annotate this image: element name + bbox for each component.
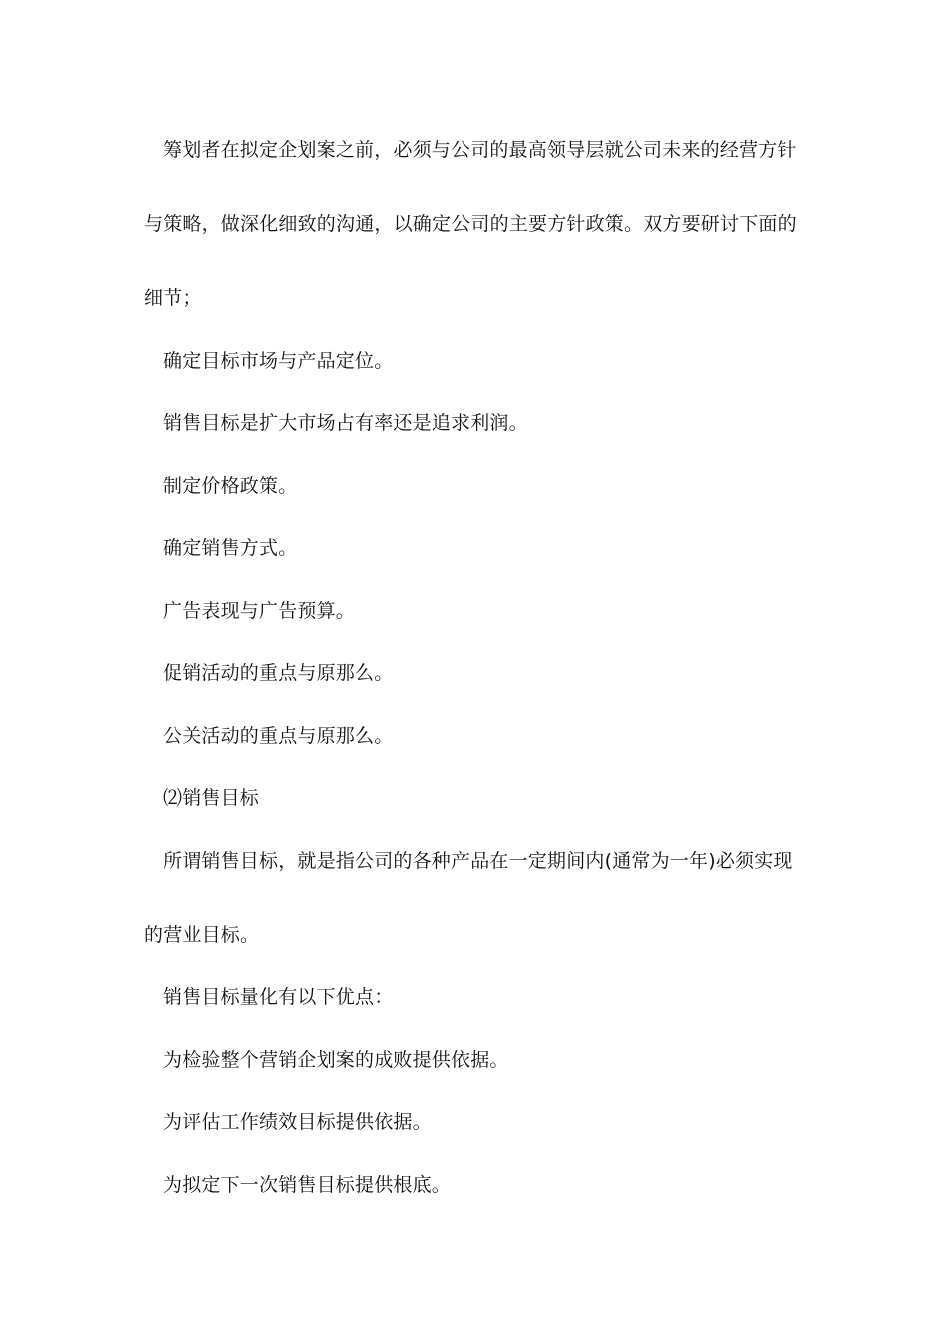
section-heading: ⑵销售目标 <box>163 787 260 809</box>
paragraph-line: 所谓销售目标，就是指公司的各种产品在一定期间内(通常为一年)必须实现 <box>163 850 793 872</box>
paragraph-line: 销售目标量化有以下优点： <box>163 986 394 1008</box>
list-item: 确定目标市场与产品定位。 <box>163 350 394 372</box>
list-item: 公关活动的重点与原那么。 <box>163 725 394 747</box>
paragraph-line: 的营业目标。 <box>144 924 260 946</box>
list-item: 确定销售方式。 <box>163 537 298 559</box>
paragraph-line: 与策略，做深化细致的沟通，以确定公司的主要方针政策。双方要研讨下面的 <box>144 213 797 235</box>
list-item: 销售目标是扩大市场占有率还是追求利润。 <box>163 412 528 434</box>
list-item: 广告表现与广告预算。 <box>163 600 356 622</box>
list-item: 为拟定下一次销售目标提供根底。 <box>163 1174 452 1196</box>
paragraph-line: 筹划者在拟定企划案之前，必须与公司的最高领导层就公司未来的经营方针 <box>163 139 797 161</box>
list-item: 促销活动的重点与原那么。 <box>163 662 394 684</box>
list-item: 为检验整个营销企划案的成败提供依据。 <box>163 1049 509 1071</box>
list-item: 制定价格政策。 <box>163 475 298 497</box>
list-item: 为评估工作绩效目标提供依据。 <box>163 1111 432 1133</box>
paragraph-line: 细节； <box>144 287 202 309</box>
